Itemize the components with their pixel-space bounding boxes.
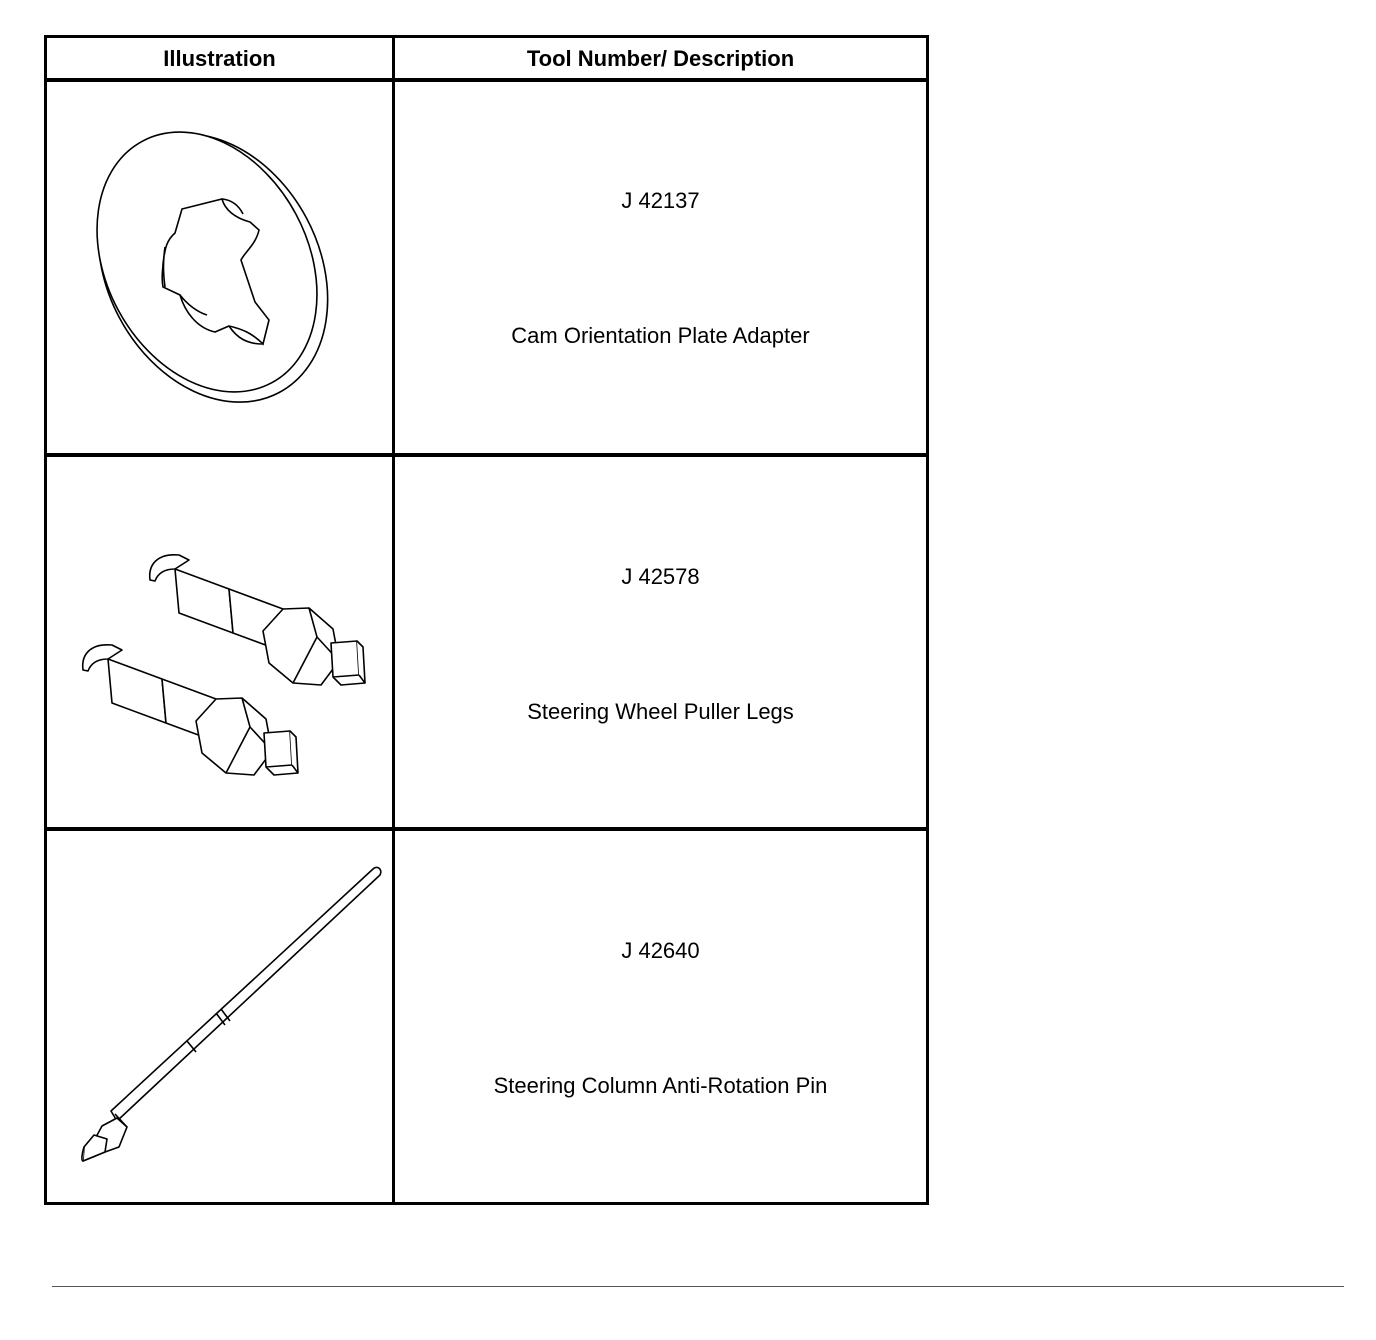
footer-rule [52,1286,1344,1287]
table-row [47,457,926,827]
illustration-cell [47,457,392,827]
description-cell [395,82,926,453]
header-tool-number-description: Tool Number/ Description [526,46,795,71]
cam-orientation-plate-adapter-icon [47,82,392,453]
table-row [47,82,926,453]
illustration-cell [47,831,392,1202]
tool-number: J 42640 [621,938,700,963]
tool-number: J 42578 [621,564,700,589]
tool-table [44,35,929,1205]
steering-wheel-puller-legs-icon [47,457,392,827]
description-cell [395,457,926,827]
tool-description: Cam Orientation Plate Adapter [511,323,810,348]
tool-description: Steering Wheel Puller Legs [527,699,794,724]
tool-description: Steering Column Anti-Rotation Pin [493,1073,828,1098]
steering-column-anti-rotation-pin-icon [47,831,392,1202]
illustration-cell [47,82,392,453]
description-cell [395,831,926,1202]
header-illustration: Illustration [163,46,276,71]
table-row [47,831,926,1202]
tool-number: J 42137 [621,188,700,213]
